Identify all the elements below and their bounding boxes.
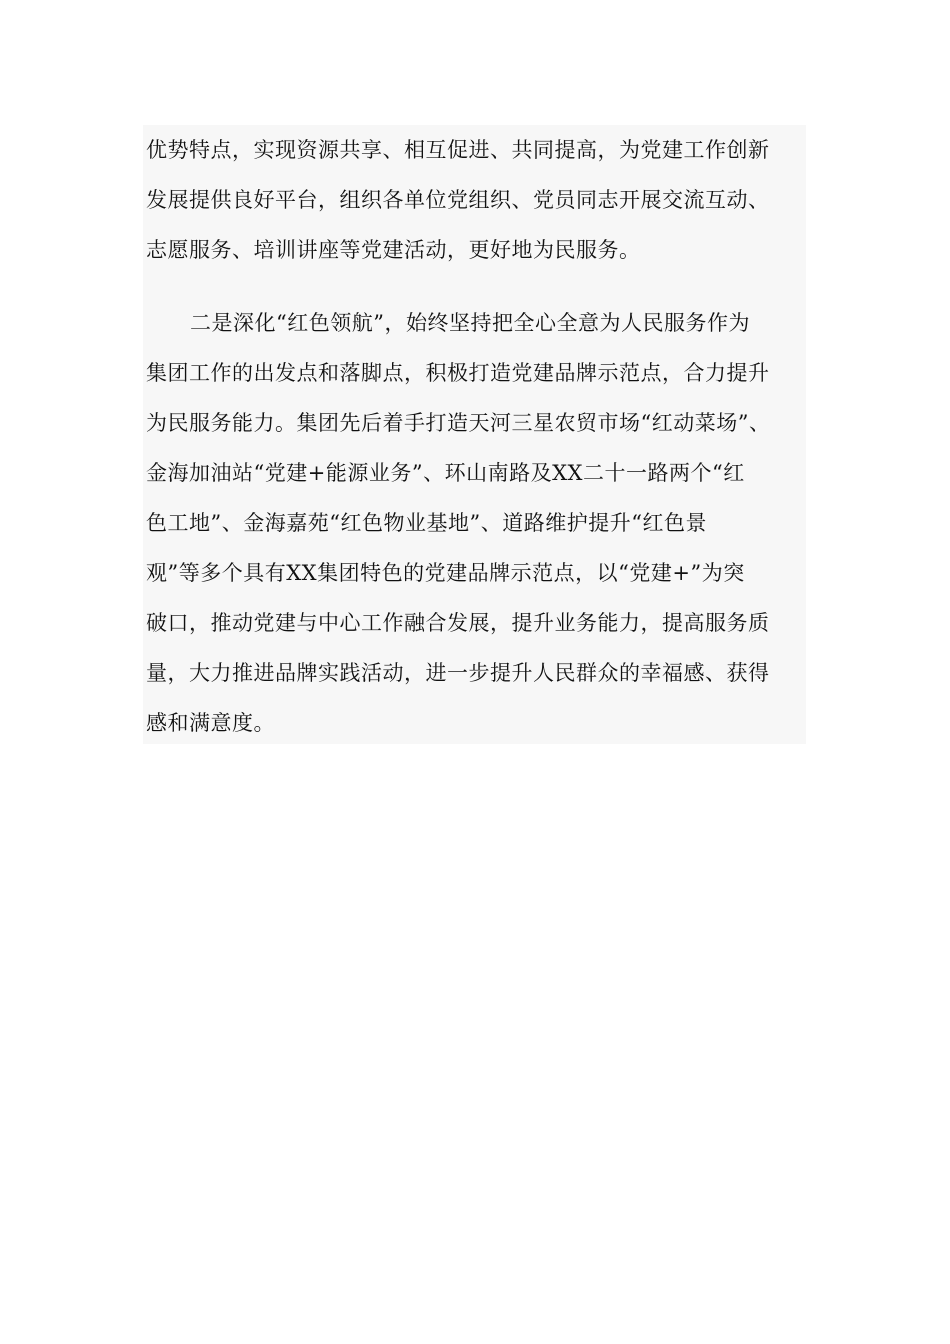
text-line: 金海加油站“党建+能源业务”、环山南路及XX二十一路两个“红	[146, 461, 745, 485]
text-line: 集团工作的出发点和落脚点，积极打造党建品牌示范点，合力提升	[146, 361, 770, 385]
text-line: 为民服务能力。集团先后着手打造天河三星农贸市场“红动菜场”、	[146, 411, 771, 435]
text-line: 二是深化“红色领航”，始终坚持把全心全意为人民服务作为	[190, 311, 750, 335]
text-line: 志愿服务、培训讲座等党建活动，更好地为民服务。	[146, 238, 641, 262]
text-line: 色工地”、金海嘉苑“红色物业基地”、道路维护提升“红色景	[146, 511, 707, 535]
text-line: 观”等多个具有XX集团特色的党建品牌示范点，以“党建+”为突	[146, 561, 745, 585]
text-line: 破口，推动党建与中心工作融合发展，提升业务能力，提高服务质	[146, 611, 770, 635]
document-body	[143, 125, 806, 744]
text-line: 优势特点，实现资源共享、相互促进、共同提高，为党建工作创新	[146, 138, 770, 162]
text-line: 量，大力推进品牌实践活动，进一步提升人民群众的幸福感、获得	[146, 661, 770, 685]
text-line: 感和满意度。	[146, 711, 275, 735]
text-line: 发展提供良好平台，组织各单位党组织、党员同志开展交流互动、	[146, 188, 770, 212]
